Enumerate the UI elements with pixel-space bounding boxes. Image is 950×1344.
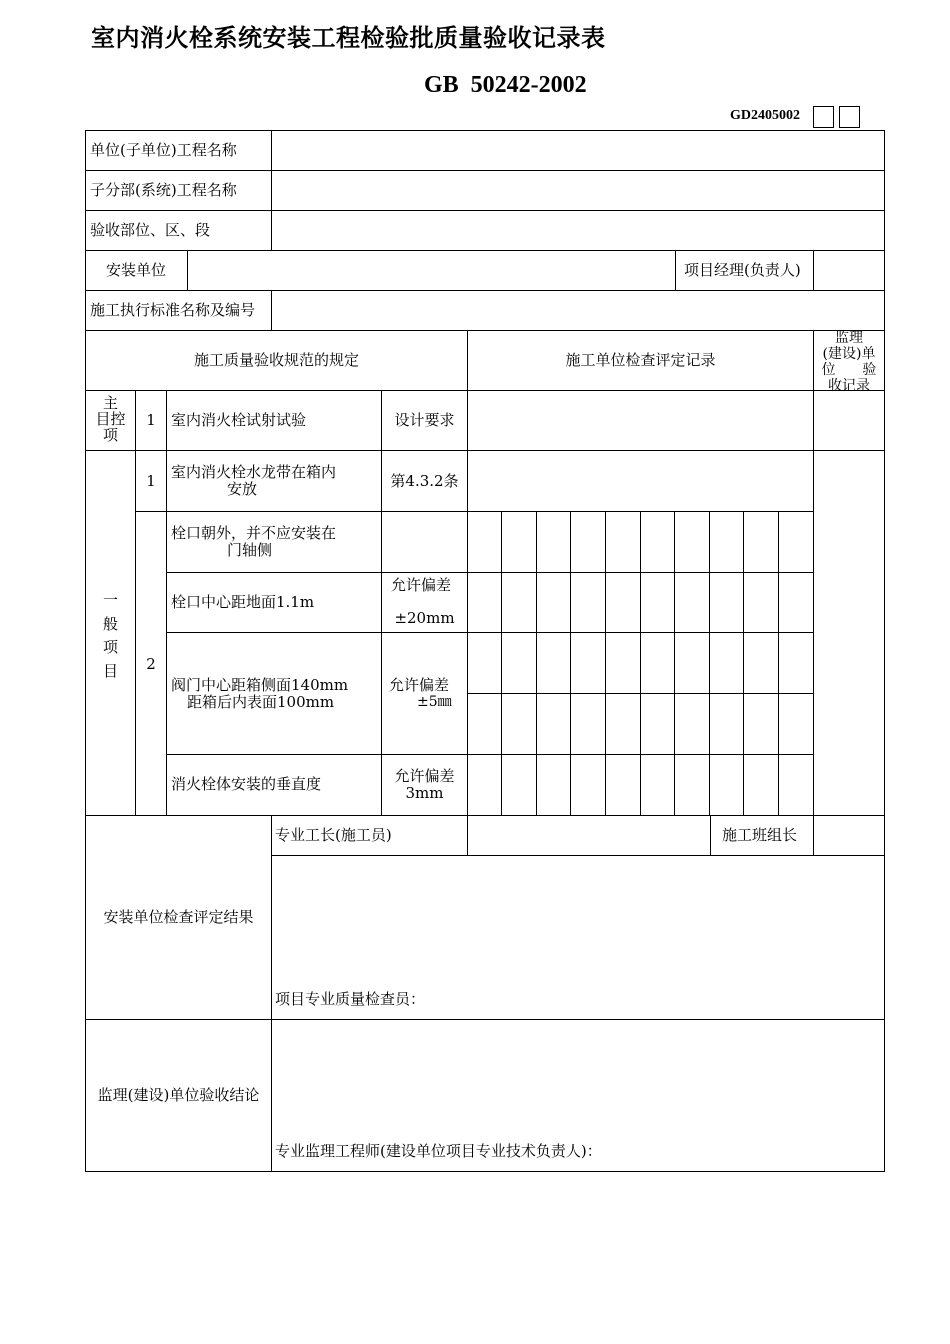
supervision-header-line: 监理 (835, 330, 863, 346)
general-label-char: 一 (102, 591, 118, 609)
page-title: 室内消火栓系统安装工程检验批质量验收记录表 (91, 24, 606, 52)
row-line (85, 210, 885, 211)
col-line (381, 390, 382, 815)
col-line (271, 290, 272, 330)
col-line (187, 250, 188, 290)
general-item2b: 栓口中心距地面1.1m (171, 593, 315, 611)
conclusion-label: 监理(建设)单位验收结论 (97, 1086, 260, 1104)
col-line (271, 210, 272, 250)
grid-line (743, 511, 744, 815)
standard-name-field[interactable] (273, 292, 882, 329)
col-line (813, 250, 814, 290)
grid-line (605, 511, 606, 815)
install-unit-label: 安装单位 (106, 261, 167, 279)
col-line (813, 815, 814, 855)
row-line (85, 290, 885, 291)
main-control-num: 1 (146, 411, 156, 429)
col-line (813, 330, 814, 815)
supervision-column-header (814, 330, 884, 394)
general-item2c-line1: 阀门中心距箱侧面140mm (171, 676, 349, 694)
standard-number: GB 50242-2002 (424, 72, 587, 98)
grid-line (709, 511, 710, 815)
col-line (271, 130, 272, 210)
col-line (710, 815, 711, 855)
code-box-2[interactable] (839, 106, 860, 128)
general-label-char: 项 (102, 638, 118, 656)
table-border-right (884, 130, 885, 1172)
team-leader-field[interactable] (815, 817, 882, 854)
foreman-label: 专业工长(施工员) (275, 826, 392, 844)
general-item2d-req-line2: 3mm (405, 784, 444, 802)
general-item2c-req-line1: 允许偏差 (389, 676, 450, 694)
general-item2d-req-line1: 允许偏差 (394, 767, 455, 785)
general-item2c-req-line2: ±5㎜ (417, 694, 452, 710)
table-border-bottom (85, 1171, 885, 1172)
main-control-label-line: 目控 (95, 410, 126, 428)
col-line (675, 250, 676, 290)
code-box-1[interactable] (813, 106, 834, 128)
row-line (85, 450, 885, 451)
row-line (85, 170, 885, 171)
grid-line (640, 511, 641, 815)
general-item1-record-field[interactable] (469, 452, 812, 510)
grid-line (501, 511, 502, 815)
conclusion-comment-field[interactable] (273, 1021, 882, 1139)
row-line (271, 855, 885, 856)
standard-name-label: 施工执行标准名称及编号 (90, 301, 256, 319)
install-unit-field[interactable] (189, 252, 674, 289)
general-item2d: 消火栓体安装的垂直度 (171, 775, 322, 793)
general-item1-req: 第4.3.2条 (390, 472, 459, 490)
row-line (166, 632, 814, 633)
sub-project-field[interactable] (273, 172, 882, 209)
result-label: 安装单位检查评定结果 (103, 908, 254, 926)
supervision-header-line: 收记录 (828, 378, 870, 394)
general-item2-num: 2 (146, 655, 156, 673)
location-label: 验收部位、区、段 (90, 221, 211, 239)
col-line (166, 390, 167, 815)
table-border-top (85, 130, 885, 131)
row-line (85, 250, 885, 251)
row-line (85, 1019, 885, 1020)
general-item2b-req-line2: ±20mm (394, 609, 455, 627)
main-control-label (86, 395, 135, 443)
row-line (135, 511, 814, 512)
general-item2a-line2: 门轴侧 (227, 541, 273, 559)
main-control-item: 室内消火栓试射试验 (171, 411, 307, 429)
supervision-engineer-label: 专业监理工程师(建设单位项目专业技术负责人)： (275, 1142, 602, 1160)
grid-line (570, 511, 571, 815)
supervision-header-line: (建设)单 (822, 346, 876, 362)
row-line (85, 390, 885, 391)
spec-column-header: 施工质量验收规范的规定 (193, 351, 359, 369)
general-item1-line2: 安放 (227, 480, 258, 498)
project-manager-label: 项目经理(负责人) (684, 261, 801, 279)
supervision-header-line: 位 验 (821, 362, 877, 378)
general-item1-line1: 室内消火栓水龙带在箱内 (171, 463, 337, 481)
col-line (135, 390, 136, 815)
general-items-label (86, 589, 135, 683)
main-control-req: 设计要求 (394, 411, 455, 429)
unit-project-label: 单位(子单位)工程名称 (90, 141, 237, 159)
main-control-label-line: 主 (102, 394, 118, 412)
general-item2a-line1: 栓口朝外，并不应安装在 (171, 524, 337, 542)
project-manager-field[interactable] (815, 252, 882, 289)
general-item1-num: 1 (146, 472, 156, 490)
grid-line (536, 511, 537, 815)
quality-inspector-label: 项目专业质量检查员： (275, 990, 426, 1008)
main-control-record-field[interactable] (469, 392, 812, 449)
location-field[interactable] (273, 212, 882, 249)
col-line (467, 330, 468, 815)
grid-line (778, 511, 779, 815)
general-label-char: 般 (102, 614, 118, 633)
row-line (166, 754, 814, 755)
record-column-header: 施工单位检查评定记录 (565, 351, 716, 369)
sub-project-label: 子分部(系统)工程名称 (90, 181, 237, 199)
grid-line (674, 511, 675, 815)
form-code: GD2405002 (730, 108, 800, 123)
foreman-field[interactable] (469, 817, 709, 854)
col-line (467, 815, 468, 855)
row-line (85, 815, 885, 816)
row-line (85, 330, 885, 331)
team-leader-label: 施工班组长 (722, 826, 798, 844)
general-item2b-req-line1: 允许偏差 (390, 576, 451, 594)
main-control-label-line: 项 (102, 426, 118, 444)
row-line (166, 572, 814, 573)
unit-project-field[interactable] (273, 132, 882, 169)
general-item2c-line2: 距箱后内表面100mm (187, 693, 335, 711)
col-line (271, 815, 272, 1172)
result-comment-field[interactable] (273, 857, 882, 987)
general-label-char: 目 (102, 661, 118, 680)
